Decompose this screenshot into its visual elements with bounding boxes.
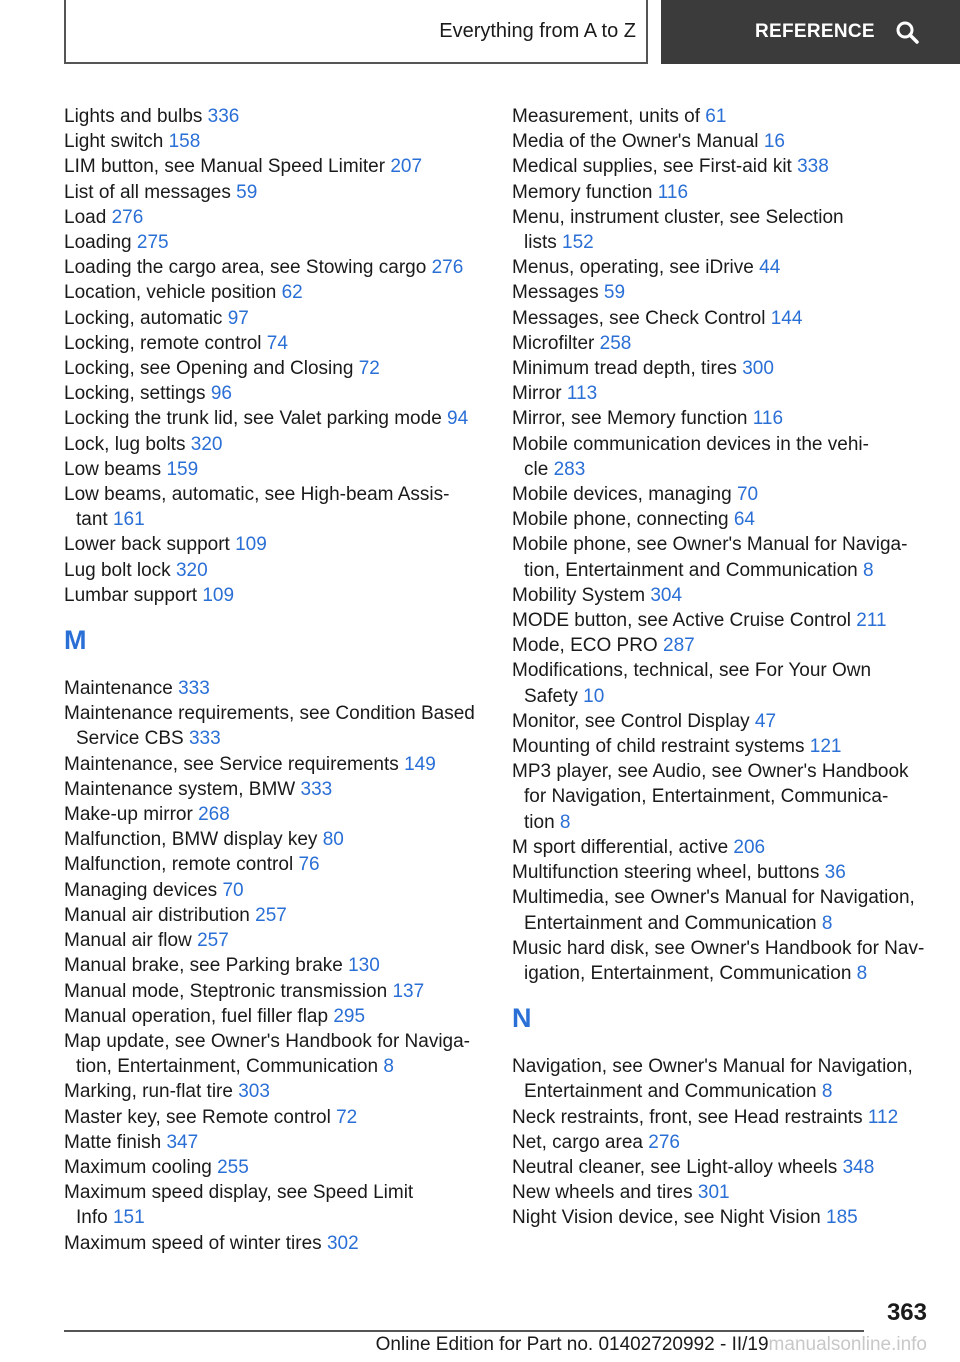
index-term: Media of the Owner's Manual	[512, 131, 759, 153]
page-link[interactable]: 258	[599, 332, 632, 354]
section-title: Everything from A to Z	[439, 19, 636, 42]
index-entry	[512, 507, 932, 532]
index-term: Lock, lug bolts	[64, 433, 186, 455]
page-link[interactable]: 8	[863, 559, 874, 581]
page-link[interactable]: 44	[759, 257, 781, 279]
index-entry	[64, 852, 484, 877]
page-link[interactable]: 287	[663, 635, 695, 657]
index-entry	[64, 979, 484, 1004]
page-link[interactable]: 121	[809, 736, 842, 758]
index-term: Net, cargo area	[512, 1131, 643, 1153]
index-term-continuation: igation, Entertainment, Communication	[524, 962, 852, 984]
index-term: Location, vehicle position	[64, 282, 277, 304]
page-link[interactable]: 347	[166, 1131, 199, 1153]
page-link[interactable]: 320	[190, 433, 223, 455]
index-term: Locking the trunk lid, see Valet parking mode	[64, 408, 442, 430]
index-letter-heading: N	[512, 1003, 532, 1034]
index-term-continuation: tant	[76, 509, 108, 531]
page-link[interactable]: 116	[657, 181, 689, 203]
index-entry	[64, 1231, 484, 1256]
index-entry	[64, 1105, 484, 1130]
index-term-continuation: Entertainment and Communication	[524, 912, 817, 934]
index-term: Malfunction, BMW display key	[64, 829, 318, 851]
index-letter-heading: M	[64, 625, 87, 656]
page-link[interactable]: 109	[202, 584, 235, 606]
index-term: Maintenance requirements, see Condition Based	[64, 703, 475, 725]
index-term: Neutral cleaner, see Light-alloy wheels	[512, 1156, 838, 1178]
page-link[interactable]: 276	[648, 1131, 680, 1153]
page-link[interactable]: 59	[603, 282, 626, 304]
index-term: Managing devices	[64, 879, 218, 901]
index-term: Lights and bulbs	[64, 106, 203, 127]
index-entry	[64, 457, 484, 482]
index-entry	[512, 1105, 932, 1130]
page-link[interactable]: 283	[553, 458, 586, 480]
page-link[interactable]: 113	[566, 383, 598, 405]
page-link[interactable]: 61	[705, 106, 727, 127]
index-entry	[512, 1130, 932, 1155]
index-entry	[64, 230, 484, 255]
index-entry	[64, 306, 484, 331]
page-link[interactable]: 80	[322, 829, 344, 851]
index-entry	[512, 154, 932, 179]
index-entry	[512, 180, 932, 205]
index-term: Load	[64, 206, 107, 228]
index-term: Mounting of child restraint systems	[512, 736, 805, 758]
page-link[interactable]: 211	[856, 610, 887, 632]
index-term: Monitor, see Control Display	[512, 710, 750, 732]
index-entry	[512, 583, 932, 608]
page-link[interactable]: 116	[752, 408, 784, 430]
index-term: Maintenance system, BMW	[64, 778, 296, 800]
page-link[interactable]: 70	[736, 484, 759, 506]
page-link[interactable]: 137	[392, 980, 425, 1002]
index-term: Mobile communication devices in the vehi-	[512, 433, 869, 455]
index-term: Maximum speed of winter tires	[64, 1232, 322, 1254]
index-entry	[512, 331, 932, 356]
page-link[interactable]: 10	[583, 685, 605, 707]
index-term: Low beams, automatic, see High-beam Assis-	[64, 484, 450, 506]
page-link[interactable]: 276	[431, 257, 464, 279]
index-entry	[512, 381, 932, 406]
index-term: Mobility System	[512, 584, 646, 606]
page-link[interactable]: 70	[222, 879, 244, 901]
index-term: Memory function	[512, 181, 653, 203]
page-link[interactable]: 109	[235, 534, 267, 556]
index-entry	[512, 759, 932, 835]
index-term: M sport differential, active	[512, 836, 729, 858]
index-term: Night Vision device, see Night Vision	[512, 1207, 821, 1229]
index-entry	[64, 1029, 484, 1079]
index-term: Maximum speed display, see Speed Limit	[64, 1182, 414, 1204]
search-icon[interactable]	[895, 20, 919, 44]
index-term: Mobile phone, see Owner's Manual for Naviga-	[512, 534, 908, 556]
index-term-continuation: lists	[524, 232, 557, 254]
index-entry	[64, 676, 484, 701]
index-term: Measurement, units of	[512, 106, 700, 127]
index-term: Locking, remote control	[64, 332, 262, 354]
page-link[interactable]: 161	[112, 509, 145, 531]
index-term-continuation: cle	[524, 458, 549, 480]
index-term: Multifunction steering wheel, buttons	[512, 862, 820, 884]
index-column-right	[512, 104, 932, 1231]
index-entry	[64, 1130, 484, 1155]
page-link[interactable]: 72	[336, 1106, 358, 1128]
index-term: Maximum cooling	[64, 1156, 212, 1178]
page-link[interactable]: 76	[298, 854, 320, 876]
index-entry	[64, 381, 484, 406]
index-entry	[512, 734, 932, 759]
page-link[interactable]: 301	[697, 1182, 730, 1204]
index-term: Mirror, see Memory function	[512, 408, 748, 430]
page-link[interactable]: 8	[821, 912, 833, 934]
page-link[interactable]: 159	[166, 458, 199, 480]
index-entry	[64, 1180, 484, 1230]
reference-tab-label: REFERENCE	[755, 21, 875, 42]
index-entry	[512, 104, 932, 129]
page-link[interactable]: 94	[447, 408, 469, 430]
index-term: Modifications, technical, see For Your Own	[512, 660, 872, 682]
index-entry	[64, 205, 484, 230]
index-entry	[512, 255, 932, 280]
index-term: Manual brake, see Parking brake	[64, 955, 343, 977]
index-column-left	[64, 104, 484, 1256]
footer-rule	[64, 1330, 864, 1332]
index-term: Marking, run-flat tire	[64, 1081, 233, 1103]
index-term: Microfilter	[512, 332, 595, 354]
page-link[interactable]: 304	[650, 584, 683, 606]
page-link[interactable]: 206	[733, 836, 766, 858]
index-entry	[512, 936, 932, 986]
index-entry	[64, 432, 484, 457]
page-link[interactable]: 257	[197, 930, 229, 952]
page-link[interactable]: 96	[210, 383, 232, 405]
index-term: Mirror	[512, 383, 562, 405]
page-link[interactable]: 16	[763, 131, 785, 153]
page-link[interactable]: 152	[562, 232, 594, 254]
section-header	[64, 0, 648, 64]
page-link[interactable]: 333	[188, 728, 221, 750]
index-entry	[512, 860, 932, 885]
index-entry	[64, 331, 484, 356]
index-term-continuation: Safety	[524, 685, 578, 707]
index-entry	[64, 1079, 484, 1104]
page-number: 363	[886, 1299, 927, 1326]
index-entry	[64, 482, 484, 532]
index-term: Lower back support	[64, 534, 230, 556]
page-link[interactable]: 185	[826, 1207, 858, 1229]
page-link[interactable]: 8	[856, 962, 868, 984]
index-term: Neck restraints, front, see Head restraints	[512, 1106, 863, 1128]
page-link[interactable]: 276	[111, 206, 144, 228]
index-entry	[64, 532, 484, 557]
page-link[interactable]: 130	[348, 955, 380, 977]
page-link[interactable]: 320	[175, 559, 208, 581]
index-term: Locking, see Opening and Closing	[64, 358, 354, 380]
index-term: New wheels and tires	[512, 1182, 693, 1204]
index-entry	[512, 709, 932, 734]
index-entry	[512, 532, 932, 582]
page-link[interactable]: 255	[217, 1156, 249, 1178]
index-entry	[512, 356, 932, 381]
index-term: Messages	[512, 282, 599, 304]
index-term: LIM button, see Manual Speed Limiter	[64, 156, 386, 178]
index-entry	[64, 406, 484, 431]
page-link[interactable]: 348	[842, 1156, 875, 1178]
page-link[interactable]: 36	[824, 862, 846, 884]
index-entry	[512, 1205, 932, 1230]
index-entry	[64, 356, 484, 381]
page-link[interactable]: 207	[390, 156, 423, 178]
index-term: Loading the cargo area, see Stowing cargo	[64, 257, 427, 279]
index-entry	[512, 658, 932, 708]
page-link[interactable]: 97	[227, 307, 249, 329]
page-link[interactable]: 268	[198, 804, 230, 826]
index-term-continuation: for Navigation, Entertainment, Communica-	[524, 786, 889, 808]
index-term: Malfunction, remote control	[64, 854, 294, 876]
index-entry	[64, 878, 484, 903]
index-entry	[512, 280, 932, 305]
index-term-continuation: tion, Entertainment and Communication	[524, 559, 858, 581]
index-term: List of all messages	[64, 181, 231, 203]
index-entry	[512, 482, 932, 507]
index-term: Loading	[64, 232, 132, 254]
index-entry	[512, 406, 932, 431]
page-link[interactable]: 295	[333, 1005, 366, 1027]
index-entry	[512, 885, 932, 935]
index-term: Mode, ECO PRO	[512, 635, 658, 657]
index-term: Navigation, see Owner's Manual for Navigation,	[512, 1056, 913, 1078]
page-link[interactable]: 8	[559, 811, 571, 833]
footer-edition	[376, 1334, 927, 1356]
index-entry	[64, 1155, 484, 1180]
index-entry	[512, 432, 932, 482]
index-entry	[512, 205, 932, 255]
index-term: Locking, automatic	[64, 307, 223, 329]
index-entry	[512, 129, 932, 154]
index-entry	[64, 280, 484, 305]
index-term-continuation: tion	[524, 811, 555, 833]
index-entry	[64, 583, 484, 608]
index-term: Mobile phone, connecting	[512, 509, 729, 531]
index-term: Locking, settings	[64, 383, 206, 405]
index-entry	[512, 306, 932, 331]
index-term: Medical supplies, see First-aid kit	[512, 156, 792, 178]
index-entry	[64, 180, 484, 205]
page-link[interactable]: 336	[207, 106, 240, 127]
page-link[interactable]: 62	[281, 282, 303, 304]
index-term: Mobile devices, managing	[512, 484, 732, 506]
page-link[interactable]: 333	[178, 678, 210, 700]
index-term-continuation: Service CBS	[76, 728, 184, 750]
index-term: MP3 player, see Audio, see Owner's Handbook	[512, 761, 909, 783]
index-entry	[64, 701, 484, 751]
page-link[interactable]: 275	[136, 232, 169, 254]
index-term: Manual mode, Steptronic transmission	[64, 980, 388, 1002]
index-entry	[512, 1155, 932, 1180]
index-term: Menus, operating, see iDrive	[512, 257, 754, 279]
page-link[interactable]: 338	[797, 156, 829, 178]
page-link[interactable]: 257	[255, 904, 287, 926]
index-term-continuation: Entertainment and Communication	[524, 1081, 817, 1103]
index-term: Low beams	[64, 458, 162, 480]
index-term: Lug bolt lock	[64, 559, 171, 581]
index-term: Manual air distribution	[64, 904, 250, 926]
index-entry	[64, 558, 484, 583]
reference-tab[interactable]	[661, 0, 960, 64]
index-term: Menu, instrument cluster, see Selection	[512, 206, 844, 228]
page-link[interactable]: 144	[770, 307, 803, 329]
page-link[interactable]: 112	[867, 1106, 899, 1128]
index-entry	[64, 953, 484, 978]
index-term: Manual air flow	[64, 930, 192, 952]
index-term: Matte finish	[64, 1131, 162, 1153]
index-term: Light switch	[64, 131, 164, 153]
page-link[interactable]: 158	[168, 131, 201, 153]
page-link[interactable]: 149	[404, 753, 436, 775]
index-entry	[64, 827, 484, 852]
index-term: Multimedia, see Owner's Manual for Navigation,	[512, 887, 915, 909]
index-term: Maintenance	[64, 678, 173, 700]
index-term: Master key, see Remote control	[64, 1106, 331, 1128]
index-term: Maintenance, see Service requirements	[64, 753, 399, 775]
index-entry	[512, 633, 932, 658]
page-link[interactable]: 8	[383, 1056, 394, 1078]
edition-text: Online Edition for Part no. 01402720992 - II/19	[375, 1334, 769, 1355]
index-term: Minimum tread depth, tires	[512, 358, 737, 380]
index-entry	[512, 608, 932, 633]
index-entry	[64, 802, 484, 827]
page-link[interactable]: 59	[236, 181, 258, 203]
index-entry	[64, 255, 484, 280]
index-term: Manual operation, fuel filler flap	[64, 1005, 329, 1027]
page-link[interactable]: 300	[742, 358, 774, 380]
index-term: Make-up mirror	[64, 804, 193, 826]
index-entry	[512, 1054, 932, 1104]
index-term: Lumbar support	[64, 584, 198, 606]
page-link[interactable]: 8	[821, 1081, 833, 1103]
index-entry	[512, 835, 932, 860]
index-entry	[64, 903, 484, 928]
page-link[interactable]: 72	[358, 358, 380, 380]
index-term-continuation: Info	[76, 1207, 108, 1229]
page-link[interactable]: 74	[266, 332, 288, 354]
index-term-continuation: tion, Entertainment, Communication	[76, 1056, 379, 1078]
page-link[interactable]: 302	[326, 1232, 359, 1254]
index-entry	[64, 129, 484, 154]
index-term: MODE button, see Active Cruise Control	[512, 610, 851, 632]
page-link[interactable]: 64	[733, 509, 755, 531]
index-term: Music hard disk, see Owner's Handbook for Nav-	[512, 937, 925, 959]
watermark: manualsonline.info	[768, 1334, 927, 1355]
index-entry	[64, 1004, 484, 1029]
index-entry	[64, 752, 484, 777]
index-term: Messages, see Check Control	[512, 307, 766, 329]
page-link[interactable]: 151	[112, 1207, 145, 1229]
index-entry	[512, 1180, 932, 1205]
index-entry	[64, 154, 484, 179]
page-link[interactable]: 303	[238, 1081, 270, 1103]
index-term: Map update, see Owner's Handbook for Naviga-	[64, 1030, 471, 1052]
index-entry	[64, 777, 484, 802]
index-entry	[64, 104, 484, 129]
page-link[interactable]: 47	[754, 710, 777, 732]
index-entry	[64, 928, 484, 953]
page-link[interactable]: 333	[300, 778, 333, 800]
